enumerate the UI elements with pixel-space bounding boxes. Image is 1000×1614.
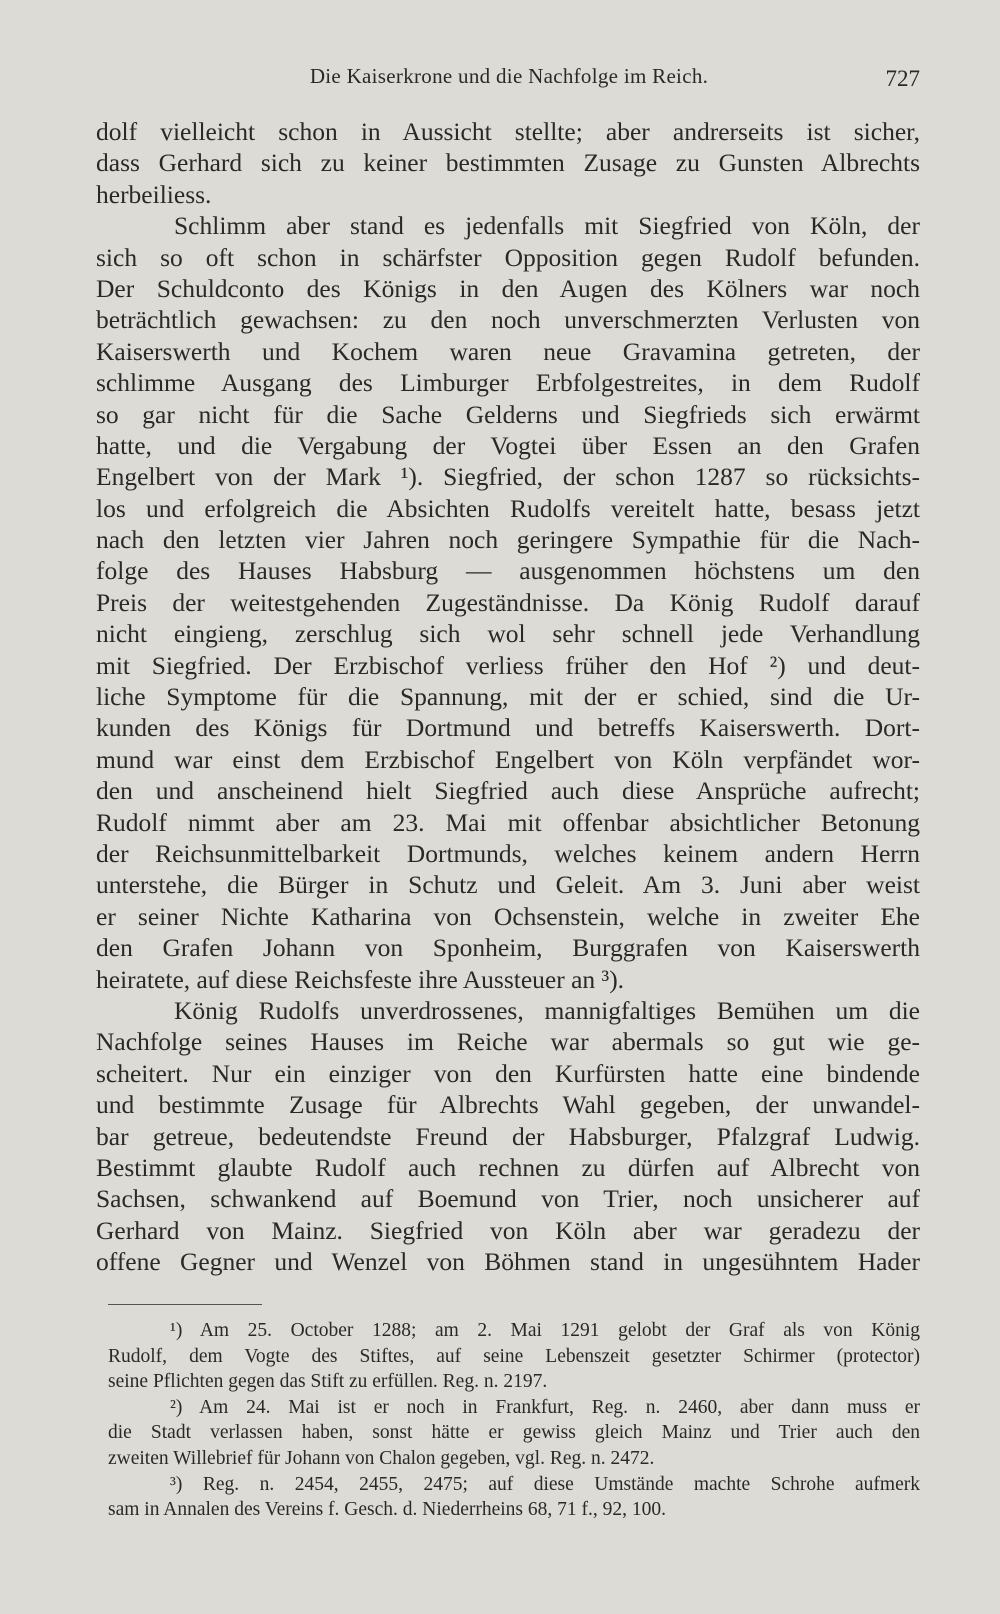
footnote-line: Rudolf, dem Vogte des Stiftes, auf seine Lebenszeit gesetzter Schirmer (protector) <box>108 1345 920 1367</box>
body-line: nicht eingieng, zerschlug sich wol sehr schnell jede Verhandlung <box>96 619 920 649</box>
body-line: Gerhard von Mainz. Siegfried von Köln aber war geradezu der <box>96 1215 920 1245</box>
footnote-line: ³) Reg. n. 2454, 2455, 2475; auf diese Umstände machte Schrohe aufmerk <box>170 1473 920 1495</box>
body-line: schlimme Ausgang des Limburger Erbfolgestreites, in dem Rudolf <box>96 368 920 398</box>
footnote-line: ²) Am 24. Mai ist er noch in Frankfurt, Reg. n. 2460, aber dann muss er <box>170 1396 920 1418</box>
body-line: Nachfolge seines Hauses im Reiche war abermals so gut wie ge- <box>96 1027 920 1057</box>
body-line: los und erfolgreich die Absichten Rudolfs vereitelt hatte, besass jetzt <box>96 493 920 523</box>
footnote-line: ¹) Am 25. October 1288; am 2. Mai 1291 gelobt der Graf als von König <box>170 1320 920 1341</box>
body-line: den und anscheinend hielt Siegfried auch diese Ansprüche aufrecht; <box>96 776 920 806</box>
footnote-line: sam in Annalen des Vereins f. Gesch. d. Niederrheins 68, 71 f., 92, 100. <box>108 1499 666 1521</box>
body-line: offene Gegner und Wenzel von Böhmen stand in ungesühntem Hader <box>96 1247 920 1277</box>
body-line: mund war einst dem Erzbischof Engelbert von Köln verpfändet wor- <box>96 744 920 774</box>
body-line: liche Symptome für die Spannung, mit der er schied, sind die Ur- <box>96 682 920 712</box>
body-line: so gar nicht für die Sache Gelderns und Siegfrieds sich erwärmt <box>96 399 920 429</box>
body-line: herbeiliess. <box>96 179 212 209</box>
footnote-rule <box>108 1304 262 1305</box>
page-number: 727 <box>885 66 920 91</box>
body-line: der Reichsunmittelbarkeit Dortmunds, welches keinem andern Herrn <box>96 838 920 868</box>
footnotes <box>108 1318 920 1523</box>
body-line: dass Gerhard sich zu keiner bestimmten Zusage zu Gunsten Albrechts <box>96 148 920 178</box>
body-line: und bestimmte Zusage für Albrechts Wahl gegeben, der unwandel- <box>96 1090 920 1120</box>
body-line: folge des Hauses Habsburg — ausgenommen höchstens um den <box>96 556 920 586</box>
body-text <box>96 116 920 1277</box>
footnote-line: die Stadt verlassen haben, sonst hätte er gewiss gleich Mainz und Trier auch den <box>108 1422 920 1444</box>
body-line: bar getreue, bedeutendste Freund der Habsburger, Pfalzgraf Ludwig. <box>96 1121 920 1151</box>
body-line: Preis der weitestgehenden Zugeständnisse. Da König Rudolf darauf <box>96 587 920 617</box>
body-line: mit Siegfried. Der Erzbischof verliess früher den Hof ²) und deut- <box>96 650 920 680</box>
body-line: Engelbert von der Mark ¹). Siegfried, der schon 1287 so rücksichts- <box>96 462 920 492</box>
body-line: Schlimm aber stand es jedenfalls mit Siegfried von Köln, der <box>174 211 920 241</box>
body-line: Sachsen, schwankend auf Boemund von Trier, noch unsicherer auf <box>96 1184 920 1214</box>
body-line: Bestimmt glaubte Rudolf auch rechnen zu dürfen auf Albrecht von <box>96 1152 920 1182</box>
running-title: Die Kaiserkrone und die Nachfolge im Reich. <box>309 64 709 88</box>
body-line: nach den letzten vier Jahren noch geringere Sympathie für die Nach- <box>96 525 920 555</box>
body-line: er seiner Nichte Katharina von Ochsenstein, welche in zweiter Ehe <box>96 901 920 931</box>
body-line: kunden des Königs für Dortmund und betreffs Kaiserswerth. Dort- <box>96 713 920 743</box>
body-line: hatte, und die Vergabung der Vogtei über Essen an den Grafen <box>96 430 920 460</box>
body-line: beträchtlich gewachsen: zu den noch unverschmerzten Verlusten von <box>96 305 920 335</box>
body-line: Rudolf nimmt aber am 23. Mai mit offenbar absichtlicher Betonung <box>96 807 920 837</box>
running-head <box>98 64 920 92</box>
body-line: unterstehe, die Bürger in Schutz und Geleit. Am 3. Juni aber weist <box>96 870 920 900</box>
body-line: scheitert. Nur ein einziger von den Kurfürsten hatte eine bindende <box>96 1058 920 1088</box>
body-line: König Rudolfs unverdrossenes, mannigfaltiges Bemühen um die <box>174 995 920 1025</box>
body-line: sich so oft schon in schärfster Opposition gegen Rudolf befunden. <box>96 242 920 272</box>
body-line: heiratete, auf diese Reichsfeste ihre Aussteuer an ³). <box>96 964 625 994</box>
body-line: dolf vielleicht schon in Aussicht stellte; aber andrerseits ist sicher, <box>96 117 920 146</box>
body-line: Der Schuldconto des Königs in den Augen des Kölners war noch <box>96 273 920 303</box>
body-line: Kaiserswerth und Kochem waren neue Gravamina getreten, der <box>96 336 920 366</box>
body-line: den Grafen Johann von Sponheim, Burggrafen von Kaiserswerth <box>96 933 920 963</box>
footnote-line: zweiten Willebrief für Johann von Chalon gegeben, vgl. Reg. n. 2472. <box>108 1447 655 1469</box>
footnote-line: seine Pflichten gegen das Stift zu erfüllen. Reg. n. 2197. <box>108 1371 548 1393</box>
